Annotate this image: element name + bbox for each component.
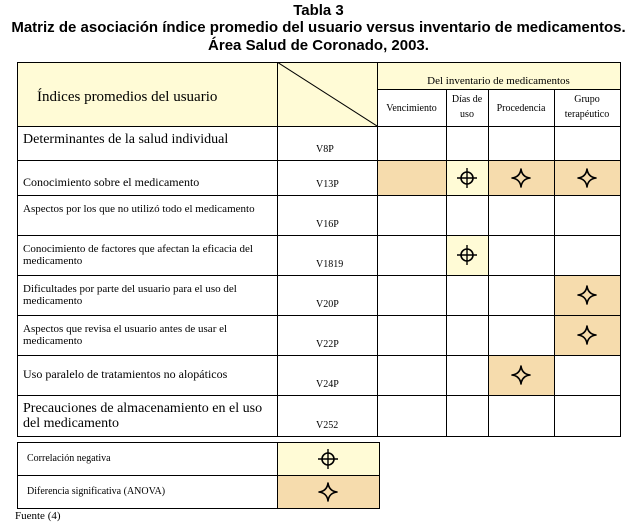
four-point-star-icon (316, 480, 340, 504)
row-label: Conocimiento de factores que afectan la eficacia del medicamento (23, 243, 253, 268)
four-point-star-icon (575, 283, 599, 307)
legend-line (379, 442, 380, 509)
row-code: V20P (316, 299, 339, 310)
legend-line (17, 442, 380, 443)
row-label: Determinantes de la salud individual (23, 132, 229, 147)
grid-line (17, 275, 621, 276)
table-subtitle: Área Salud de Coronado, 2003. (208, 37, 429, 54)
grid-line (17, 355, 621, 356)
row-label: Aspectos por los que no utilizó todo el medicamento (23, 203, 255, 215)
grid-line (17, 126, 621, 127)
grid-line (17, 160, 621, 161)
legend-line (17, 475, 380, 476)
column-header-2: Días de uso (451, 94, 483, 120)
header-diagonal-line (277, 62, 377, 126)
row-label: Aspectos que revisa el usuario antes de usar el medicamento (23, 323, 228, 348)
row-label: Conocimiento sobre el medicamento (23, 175, 200, 189)
legend-label: Correlación negativa (27, 453, 111, 464)
grid-line (17, 195, 621, 196)
row-code: V24P (316, 379, 339, 390)
grid-line (17, 62, 18, 437)
column-header-4: Grupo terapéutico (564, 94, 610, 120)
row-label: Dificultades por parte del usuario para el uso del medicamento (23, 283, 237, 308)
row-code: V16P (316, 219, 339, 230)
table-title: Matriz de asociación índice promedio del usuario versus inventario de medicamentos. (11, 19, 626, 36)
legend-line (17, 508, 380, 509)
crosshair-icon (316, 447, 340, 471)
source-note: Fuente (4) (15, 510, 61, 522)
grid-line (554, 89, 555, 437)
four-point-star-icon (509, 166, 533, 190)
four-point-star-icon (575, 166, 599, 190)
matrix-cell-fill (377, 160, 446, 195)
row-code: V8P (316, 144, 334, 155)
crosshair-icon (455, 166, 479, 190)
four-point-star-icon (509, 363, 533, 387)
grid-line (377, 89, 621, 90)
grid-line (17, 315, 621, 316)
grid-line (446, 89, 447, 437)
row-label: Precauciones de almacenamiento en el uso del medicamento (23, 401, 263, 432)
row-code: V13P (316, 179, 339, 190)
column-header-1: Vencimiento (386, 103, 437, 114)
header-row-label: Índices promedios del usuario (37, 89, 218, 105)
column-header-3: Procedencia (496, 103, 546, 114)
grid-line (17, 436, 621, 437)
legend-line (17, 442, 18, 509)
grid-line (377, 62, 378, 437)
grid-line (620, 62, 621, 437)
legend-line (277, 442, 278, 509)
header-group-label: Del inventario de medicamentos (427, 75, 570, 87)
legend-label: Diferencia significativa (ANOVA) (27, 486, 166, 497)
grid-line (17, 395, 621, 396)
row-label: Uso paralelo de tratamientos no alopáticos (23, 367, 228, 381)
row-code: V22P (316, 339, 339, 350)
crosshair-icon (455, 243, 479, 267)
row-code: V252 (316, 420, 339, 431)
table-number: Tabla 3 (293, 2, 344, 19)
grid-line (488, 89, 489, 437)
four-point-star-icon (575, 323, 599, 347)
row-code: V1819 (316, 259, 344, 270)
grid-line (17, 235, 621, 236)
